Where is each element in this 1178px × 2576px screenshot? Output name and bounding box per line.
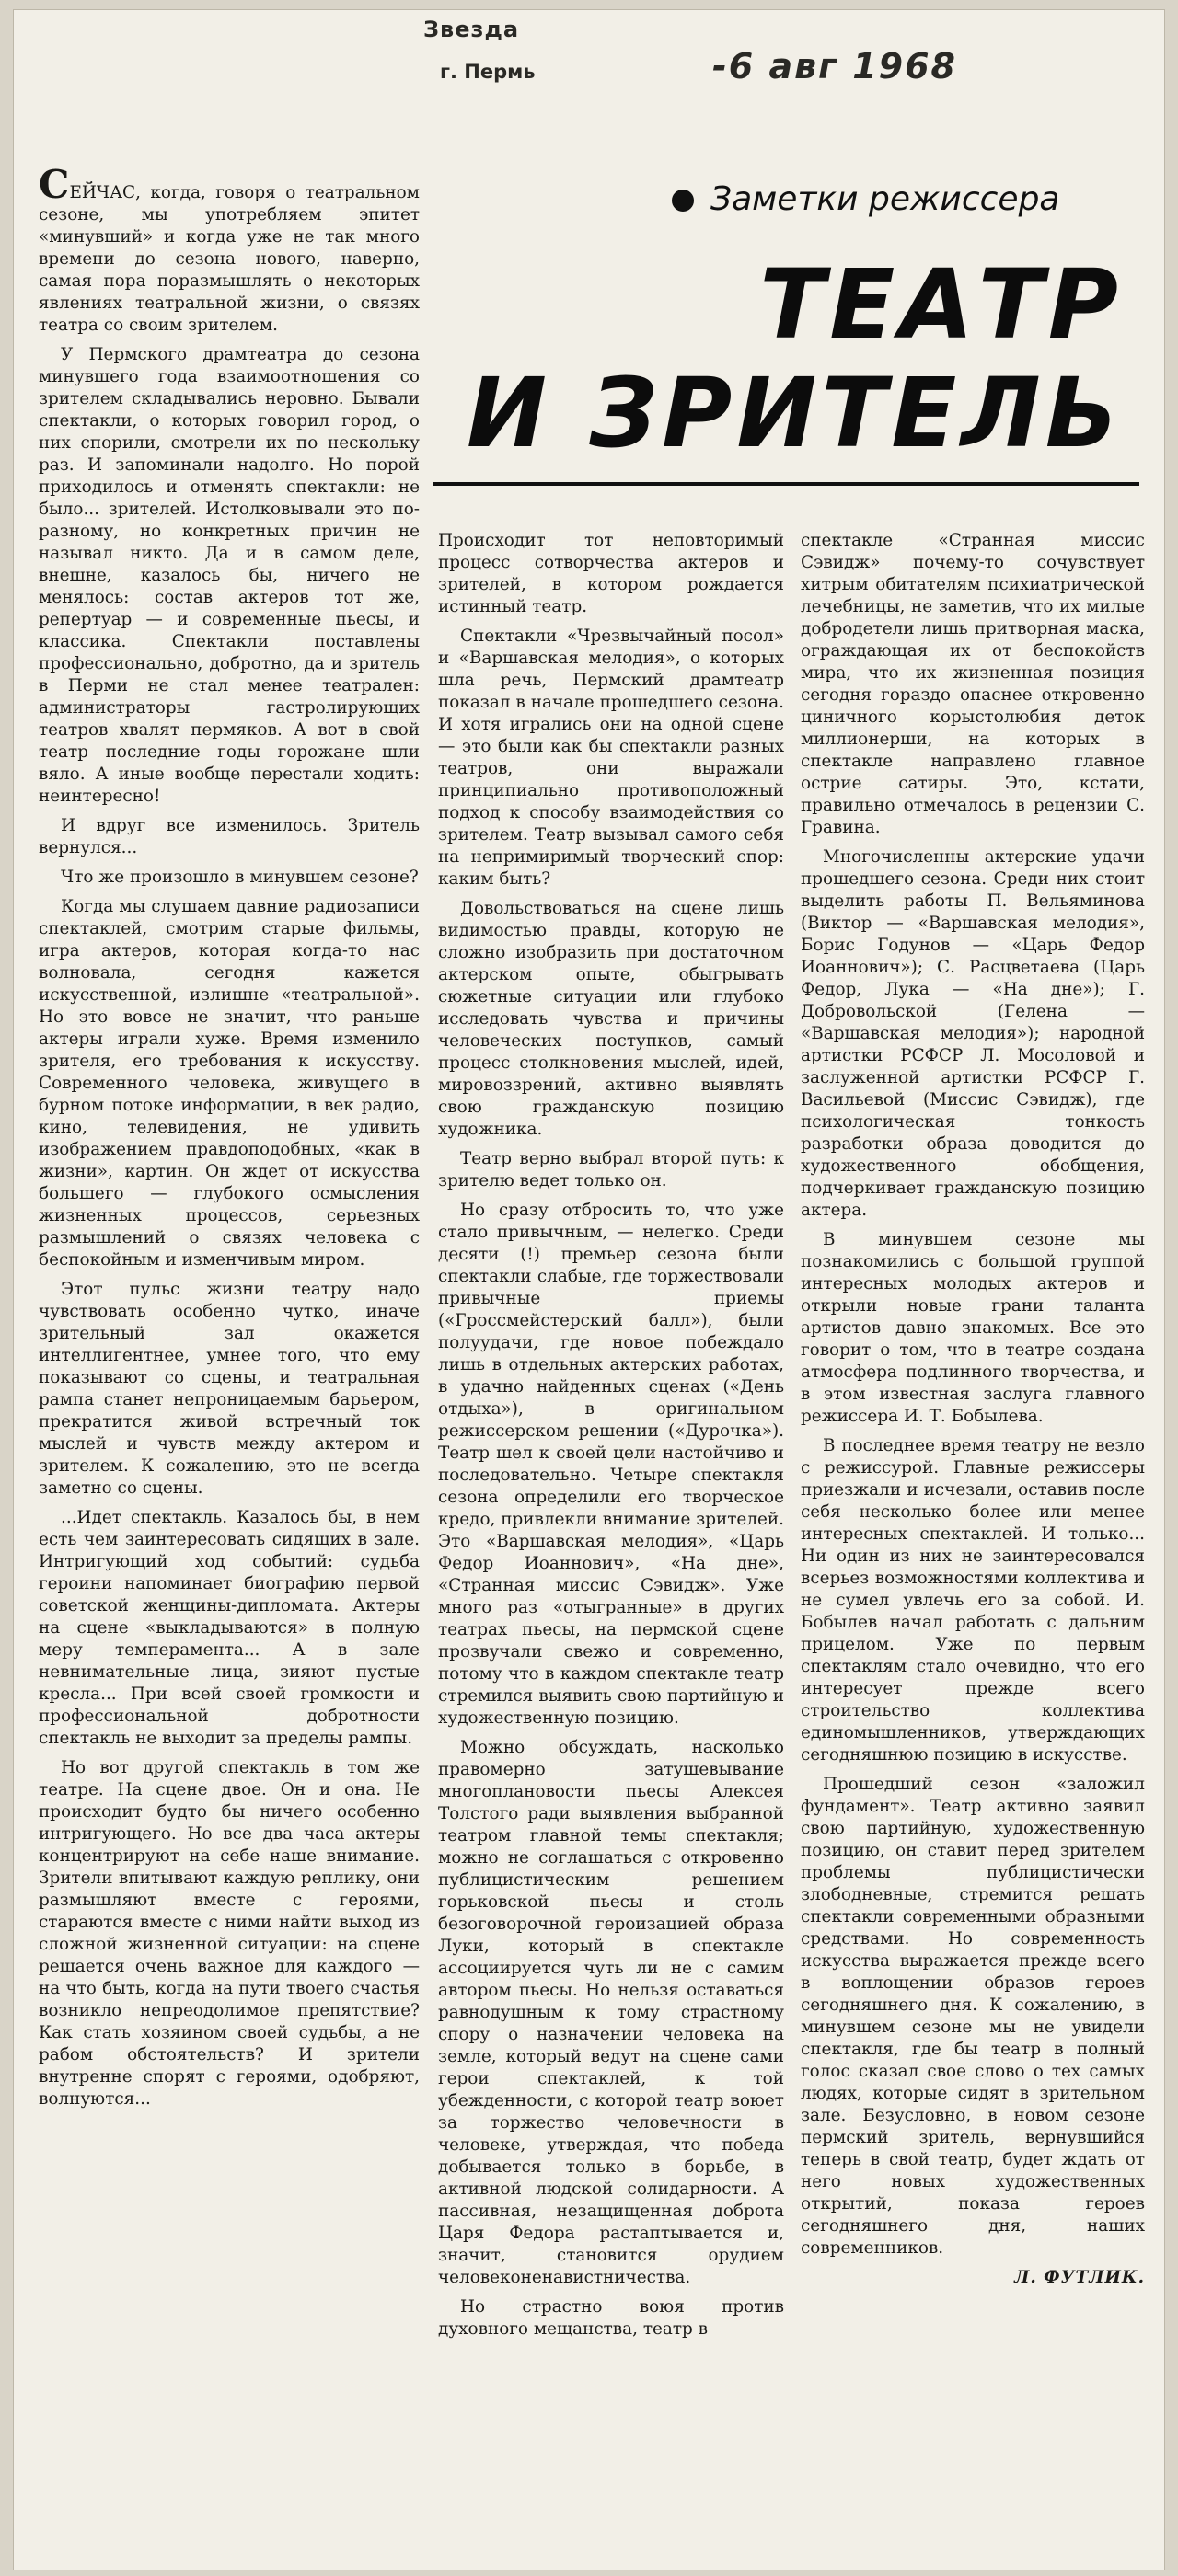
bullet-dot-icon bbox=[672, 190, 694, 212]
paragraph: Происходит тот неповторимый процесс сотворчества актеров и зрителей, в котором рождается истинный театр. bbox=[438, 531, 784, 616]
paragraph: Многочисленны актерские удачи прошедшего сезона. Среди них стоит выделить работы П. Вельяминова (Виктор — «Варшавская мелодия», Борис Годунов — «Царь Федор Иоаннович»); С. Расцветаева (Царь Федор, Лука — «На дне»); Г. Добровольской (Гелена — «Варшавская мелодия»); народной артистки РСФСР Л. Мосоловой и заслуженной артистки РСФСР Г. Васильевой (Миссис Сэвидж), где психологическая тонкость разработки образа доводится до художественного обобщения, подчеркивает гражданскую позицию актера. bbox=[801, 847, 1145, 1220]
headline-line-1: ТЕАТР bbox=[759, 248, 1123, 361]
paragraph: Довольствоваться на сцене лишь видимостью правды, которую не сложно изобразить при достаточном актерском опыте, обыгрывать сюжетные ситуации или глубоко исследовать чувства и причины человеческих поступков, самый процесс столкновения мыслей, идей, мировоззрений, активно выявлять свою гражданскую позицию художника. bbox=[438, 899, 784, 1139]
date-stamp: -6 авг 1968 bbox=[712, 46, 957, 86]
author-signature: Л. ФУТЛИК. bbox=[1014, 2268, 1145, 2287]
rubric bbox=[672, 180, 1059, 218]
paragraph: Что же произошло в минувшем сезоне? bbox=[61, 868, 419, 887]
paragraph: ...Идет спектакль. Казалось бы, в нем есть чем заинтересовать сидящих в зале. Интригующий ход событий: судьба героини напоминает биографию первой советской женщины-дипломата. Актеры на сцене «выкладываются» в полную меру темперамента... А в зале невнимательные лица, зияют пустые кресла... При всей своей громкости и профессиональной добротности спектакль не выходит за пределы рампы. bbox=[39, 1508, 420, 1748]
headline-line-2: И ЗРИТЕЛЬ bbox=[466, 357, 1123, 469]
city-stamp: г. Пермь bbox=[440, 61, 536, 83]
paragraph: Театр верно выбрал второй путь: к зрителю ведет только он. bbox=[438, 1149, 784, 1190]
paragraph: СЕЙЧАС, когда, говоря о театральном сезоне, мы употребляем эпитет «минувший» и когда уже не так много времени до сезона нового, наверно, самая пора поразмышлять о некоторых явлениях театральной жизни, о связях театра со своим зрителем. bbox=[39, 162, 420, 335]
paragraph: Но вот другой спектакль в том же театре. На сцене двое. Он и она. Не происходит будто бы ничего особенно интригующего. Но все два часа актеры концентрируют на себе наше внимание. Зрители впитывают каждую реплику, они размышляют вместе с героями, стараются вместе с ними найти выход из сложной жизненной ситуации: на сцене решается очень важное для каждого — на что быть, когда на пути твоего счастья возникло непреодолимое препятствие? Как стать хозяином своей судьбы, а не рабом обстоятельств? И зрители внутренне спорят с героями, одобряют, волнуются... bbox=[39, 1758, 420, 2109]
paragraph: Можно обсуждать, насколько правомерно затушевывание многоплановости пьесы Алексея Толстого ради выявления выбранной театром главной темы спектакля; можно не соглашаться с откровенно публицистическим решением горьковской пьесы и столь безоговорочной героизацией образа Луки, который в спектакле ассоциируется чуть ли не с самим автором пьесы. Но нельзя оставаться равнодушным к тому страстному спору о назначении человека на земле, который ведут на сцене сами герои спектаклей, к той убежденности, с которой театр воюет за торжество человечности в человеке, утверждая, что победа добывается только в борьбе, в активной людской солидарности. А пассивная, незащищенная доброта Царя Федора растаптывается и, значит, становится орудием человеконенавистничества. bbox=[438, 1738, 784, 2287]
article-column-1 bbox=[39, 162, 420, 2118]
paragraph: В минувшем сезоне мы познакомились с большой группой интересных молодых актеров и открыли новые грани таланта артистов давно знакомых. Все это говорит о том, что в театре создана атмосфера подлинного творчества, и в этом известная заслуга главного режиссера И. Т. Бобылева. bbox=[801, 1230, 1145, 1426]
rubric-text: Заметки режиссера bbox=[710, 180, 1060, 218]
paragraph: Но страстно воюя против духовного мещанства, театр в bbox=[438, 2297, 784, 2339]
article-column-2 bbox=[438, 530, 784, 2348]
paragraph: Но сразу отбросить то, что уже стало привычным, — нелегко. Среди десяти (!) премьер сезона были спектакли слабые, где торжествовали привычные приемы («Гроссмейстерский балл»), были полуудачи, где новое побеждало лишь в отдельных актерских работах, в удачно найденных сценах («День отдыха»), в оригинальном режиссерском решении («Дурочка»). Театр шел к своей цели настойчиво и последовательно. Четыре спектакля сезона определили его творческое кредо, привлекли внимание зрителей. Это «Варшавская мелодия», «Царь Федор Иоаннович», «На дне», «Странная миссис Сэвидж». Уже много раз «отыгранные» в других театрах пьесы, на пермской сцене прозвучали свежо и современно, потому что в каждом спектакле театр стремился выявить свою партийную и художественную позицию. bbox=[438, 1201, 784, 1728]
paragraph: В последнее время театру не везло с режиссурой. Главные режиссеры приезжали и исчезали, оставив после себя несколько более или менее интересных спектаклей. И только... Ни один из них не заинтересовался всерьез возможностями коллектива и не сумел увлечь его за собой. И. Бобылев начал работать с дальним прицелом. Уже по первым спектаклям стало очевидно, что его интересует прежде всего строительство коллектива единомышленников, утверждающих сегодняшнюю позицию в искусстве. bbox=[801, 1436, 1145, 1765]
paragraph: Спектакли «Чрезвычайный посол» и «Варшавская мелодия», о которых шла речь, Пермский драмтеатр показал в начале прошедшего сезона. И хотя игрались они на одной сцене — это были как бы спектакли разных театров, они выражали принципиально противоположный подход к способу взаимодействия со зрителем. Театр вызывал самого себя на непримиримый творческий спор: каким быть? bbox=[438, 627, 784, 889]
paragraph: У Пермского драмтеатра до сезона минувшего года взаимоотношения со зрителем складывались неровно. Бывали спектакли, о которых говорил город, о них спорили, смотрели их по нескольку раз. И запоминали надолго. Но порой приходилось и отменять спектакли: не было... зрителей. Истолковывали это по-разному, но конкретных причин не называл никто. Да и в самом деле, внешне, казалось бы, ничего не менялось: состав актеров тот же, репертуар — и современные пьесы, и классика. Спектакли поставлены профессионально, добротно, да и зритель в Перми не стал менее театрален: администраторы гастролирующих театров хвалят пермяков. А вот в свой театр последние годы горожане шли вяло. А иные вообще перестали ходить: неинтересно! bbox=[39, 345, 420, 806]
paragraph: И вдруг все изменилось. Зритель вернулся... bbox=[39, 816, 420, 857]
newspaper-clipping bbox=[13, 9, 1165, 2570]
article-column-3 bbox=[801, 530, 1145, 2289]
paragraph: Прошедший сезон «заложил фундамент». Театр активно заявил свою партийную, художественную позицию, он ставит перед зрителем проблемы публицистически злободневные, стремится решать спектакли современными образными средствами. Но современность искусства выражается прежде всего в воплощении образов героев сегодняшнего дня. К сожалению, в минувшем сезоне мы не увидели спектакля, где бы театр в полный голос сказал свое слово о тех самых людях, которые сидят в зрительном зале. Безусловно, в новом сезоне пермский зритель, вернувшийся теперь в свой театр, будет ждать от него новых художественных открытий, показа героев сегодняшнего дня, наших современников. bbox=[801, 1775, 1145, 2258]
paragraph: Этот пульс жизни театру надо чувствовать особенно чутко, иначе зрительный зал окажется интеллигентнее, умнее того, что ему показывают со сцены, и театральная рампа станет непроницаемым барьером, прекратится живой встречный ток мыслей и чувств между актером и зрителем. К сожалению, это не всегда заметно со сцены. bbox=[39, 1280, 420, 1498]
headline-rule bbox=[433, 482, 1139, 486]
headline bbox=[460, 250, 1123, 467]
drop-cap: С bbox=[39, 162, 70, 207]
paragraph: спектакле «Странная миссис Сэвидж» почему-то сочувствует хитрым обитателям психиатрической лечебницы, не заметив, что их милые добродетели лишь притворная маска, ограждающая их от беспокойств мира, что их жизненная позиция сегодня гораздо опаснее откровенно циничного корыстолюбия деток миллионерши, на которых в спектакле направлено главное острие сатиры. Это, кстати, правильно отмечалось в рецензии С. Гравина. bbox=[801, 531, 1145, 837]
paragraph: Когда мы слушаем давние радиозаписи спектаклей, смотрим старые фильмы, игра актеров, которая когда-то нас волновала, сегодня кажется искусственной, излишне «театральной». Но это вовсе не значит, что раньше актеры играли хуже. Время изменило зрителя, его требования к искусству. Современного человека, живущего в бурном потоке информации, в век радио, кино, телевидения, не удивить изображением правдоподобных, «как в жизни», картин. Он ждет от искусства большего — глубокого осмысления жизненных процессов, серьезных размышлений о связях человека с беспокойным и изменчивым миром. bbox=[39, 897, 420, 1270]
newspaper-name-stamp: Звезда bbox=[423, 17, 520, 42]
